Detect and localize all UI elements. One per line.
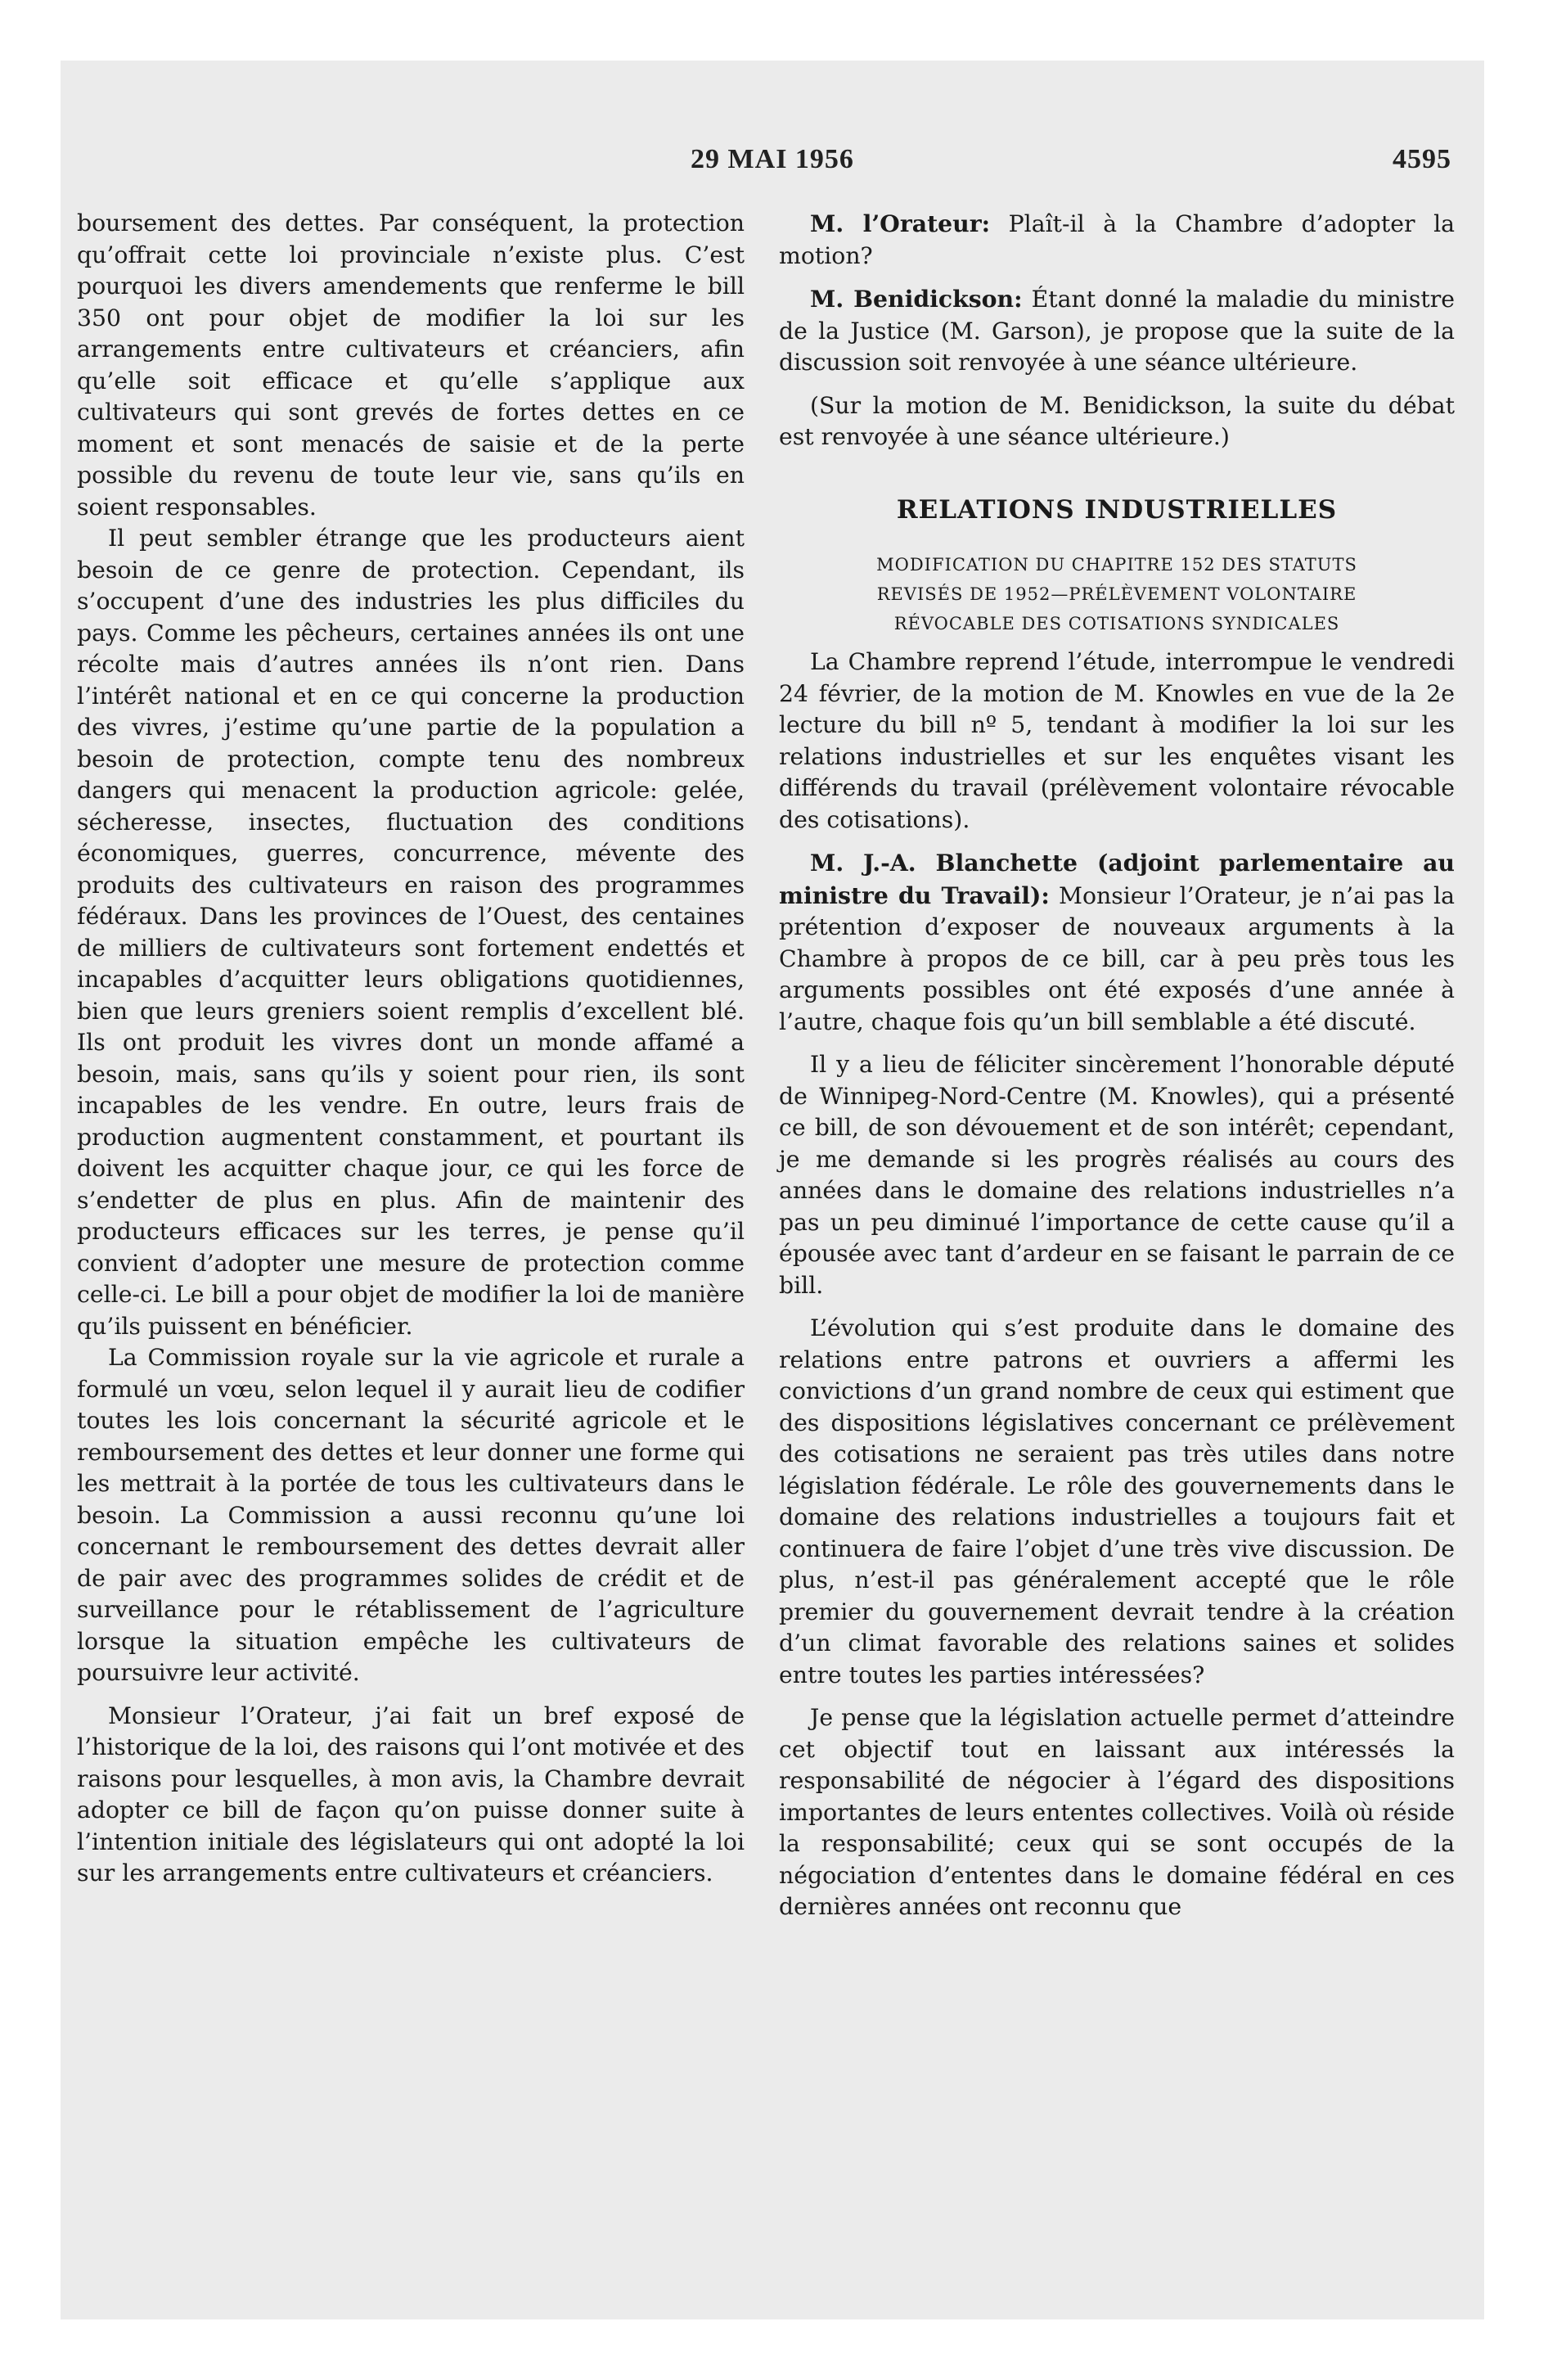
page-number: 4595 xyxy=(1393,144,1451,174)
speech-text: Plaît-il à la Chambre d’adopter la motion? xyxy=(779,210,1455,269)
paragraph: Il y a lieu de féliciter sincèrement l’honorable député de Winnipeg-Nord-Centre (M. Knowles), qui a présenté ce bill, de son dévouement et de son intérêt; cependant, je me demande si les progrès réalisés au cours des années dans le domaine des relations industrielles n’a pas un peu diminué l’importance de cette cause qu’il a épousée avec tant d’ardeur en se faisant le parrain de ce bill. xyxy=(779,1051,1455,1299)
section-subtitle xyxy=(779,550,1455,638)
section-title: RELATIONS INDUSTRIELLES xyxy=(896,494,1338,525)
paragraph: La Commission royale sur la vie agricole et rurale a formulé un vœu, selon lequel il y aurait lieu de codifier toutes les lois concernant la sécurité agricole et le remboursement des dettes et leur donner une forme qui les mettrait à la portée de tous les cultivateurs dans le besoin. La Commission a aussi reconnu qu’une loi concernant le remboursement des dettes devrait aller de pair avec des programmes solides de crédit et de surveillance pour le rétablissement de l’agriculture lorsque la situation empêche les cultivateurs de poursuivre leur activité. xyxy=(77,1344,745,1686)
subtitle-line: MODIFICATION DU CHAPITRE 152 DES STATUTS xyxy=(876,555,1357,575)
page-header xyxy=(61,144,1484,193)
speech-text: Monsieur l’Orateur, je n’ai pas la prétention d’exposer de nouveaux arguments à la Chambre à propos de ce bill, car à peu près tous les arguments possibles ont été exposés d’une année à l’autre, chaque fois qu’un bill semblable a été discuté. xyxy=(779,881,1455,1035)
left-column xyxy=(77,208,745,1890)
speech-text: Étant donné la maladie du ministre de la Justice (M. Garson), je propose que la suite de la discussion soit renvoyée à une séance ultérieure. xyxy=(779,286,1456,376)
speaker-name: M. Benidickson: xyxy=(810,285,1023,313)
paragraph: Il peut sembler étrange que les producteurs aient besoin de ce genre de protection. Cependant, ils s’occupent d’une des industries les plus difficiles du pays. Comme les pêcheurs, certaines années ils ont une récolte mais d’autres années ils n’ont rien. Dans l’intérêt national et en ce qui concerne la production des vivres, j’estime qu’une partie de la population a besoin de protection, compte tenu des nombreux dangers qui menacent la production agricole: gelée, sécheresse, insectes, fluctuation des conditions économiques, guerres, concurrence, mévente des produits des cultivateurs en raison des programmes fédéraux. Dans les provinces de l’Ouest, des centaines de milliers de cultivateurs sont fortement endettés et incapables d’acquitter leurs obligations quotidiennes, bien que leurs greniers soient remplis d’excellent blé. Ils ont produit les vivres dont un monde affamé a besoin, mais, sans qu’ils y soient pour rien, ils sont incapables de les vendre. En outre, leurs frais de production augmentent constamment, et pourtant ils doivent les acquitter chaque jour, ce qui les force de s’endetter de plus en plus. Afin de maintenir des producteurs efficaces sur les terres, je pense qu’il convient d’adopter une mesure de protection comme celle-ci. Le bill a pour objet de modifier la loi de manière qu’ils puissent en bénéficier. xyxy=(77,525,745,1340)
speech-orateur xyxy=(779,208,1455,272)
motion-note: (Sur la motion de M. Benidickson, la suite du débat est renvoyée à une séance ultérieure.) xyxy=(779,391,1455,450)
paragraph: La Chambre reprend l’étude, interrompue le vendredi 24 février, de la motion de M. Knowles en vue de la 2e lecture du bill nº 5, tendant à modifier la loi sur les relations industrielles et sur les enquêtes visant les différends du travail (prélèvement volontaire révocable des cotisations). xyxy=(779,648,1455,833)
paragraph: Monsieur l’Orateur, j’ai fait un bref exposé de l’historique de la loi, des raisons qui l’ont motivée et des raisons pour lesquelles, à mon avis, la Chambre devrait adopter ce bill de façon qu’on puisse donner suite à l’intention initiale des législateurs qui ont adopté la loi sur les arrangements entre cultivateurs et créanciers. xyxy=(77,1702,745,1886)
document-page xyxy=(61,61,1484,2319)
speech-benidickson xyxy=(779,283,1455,379)
speaker-name: M. l’Orateur: xyxy=(810,210,991,237)
paragraph: Je pense que la législation actuelle permet d’atteindre cet objectif tout en laissant aux intéressés la responsabilité de négocier à l’égard des dispositions importantes de leurs ententes collectives. Voilà où réside la responsabilité; ceux qui se sont occupés de la négociation d’ententes dans le domaine fédéral en ces dernières années ont reconnu que xyxy=(779,1704,1455,1920)
right-column xyxy=(779,208,1455,1923)
paragraph: boursement des dettes. Par conséquent, la protection qu’offrait cette loi provinciale n’existe plus. C’est pourquoi les divers amendements que renferme le bill 350 ont pour objet de modifier la loi sur les arrangements entre cultivateurs et créanciers, afin qu’elle soit efficace et qu’elle s’applique aux cultivateurs qui sont grevés de fortes dettes en ce moment et sont menacés de saisie et de la perte possible du revenu de toute leur vie, sans qu’ils en soient responsables. xyxy=(77,210,745,521)
speech-blanchette xyxy=(779,847,1455,1038)
speaker-name: M. J.-A. Blanchette (adjoint parlementaire au ministre du Travail): xyxy=(779,849,1455,909)
subtitle-line: REVISÉS DE 1952—PRÉLÈVEMENT VOLONTAIRE xyxy=(876,584,1357,604)
header-date: 29 MAI 1956 xyxy=(691,144,854,174)
subtitle-line: RÉVOCABLE DES COTISATIONS SYNDICALES xyxy=(893,614,1340,633)
paragraph: L’évolution qui s’est produite dans le domaine des relations entre patrons et ouvriers a affermi les convictions d’un grand nombre de ceux qui estiment que des dispositions législatives concernant ce prélèvement des cotisations ne seraient pas très utiles dans notre législation fédérale. Le rôle des gouvernements dans le domaine des relations industrielles a toujours fait et continuera de faire l’objet d’une très vive discussion. De plus, n’est-il pas généralement accepté que le rôle premier du gouvernement devrait tendre à la création d’un climat favorable des relations saines et solides entre toutes les parties intéressées? xyxy=(779,1314,1455,1688)
